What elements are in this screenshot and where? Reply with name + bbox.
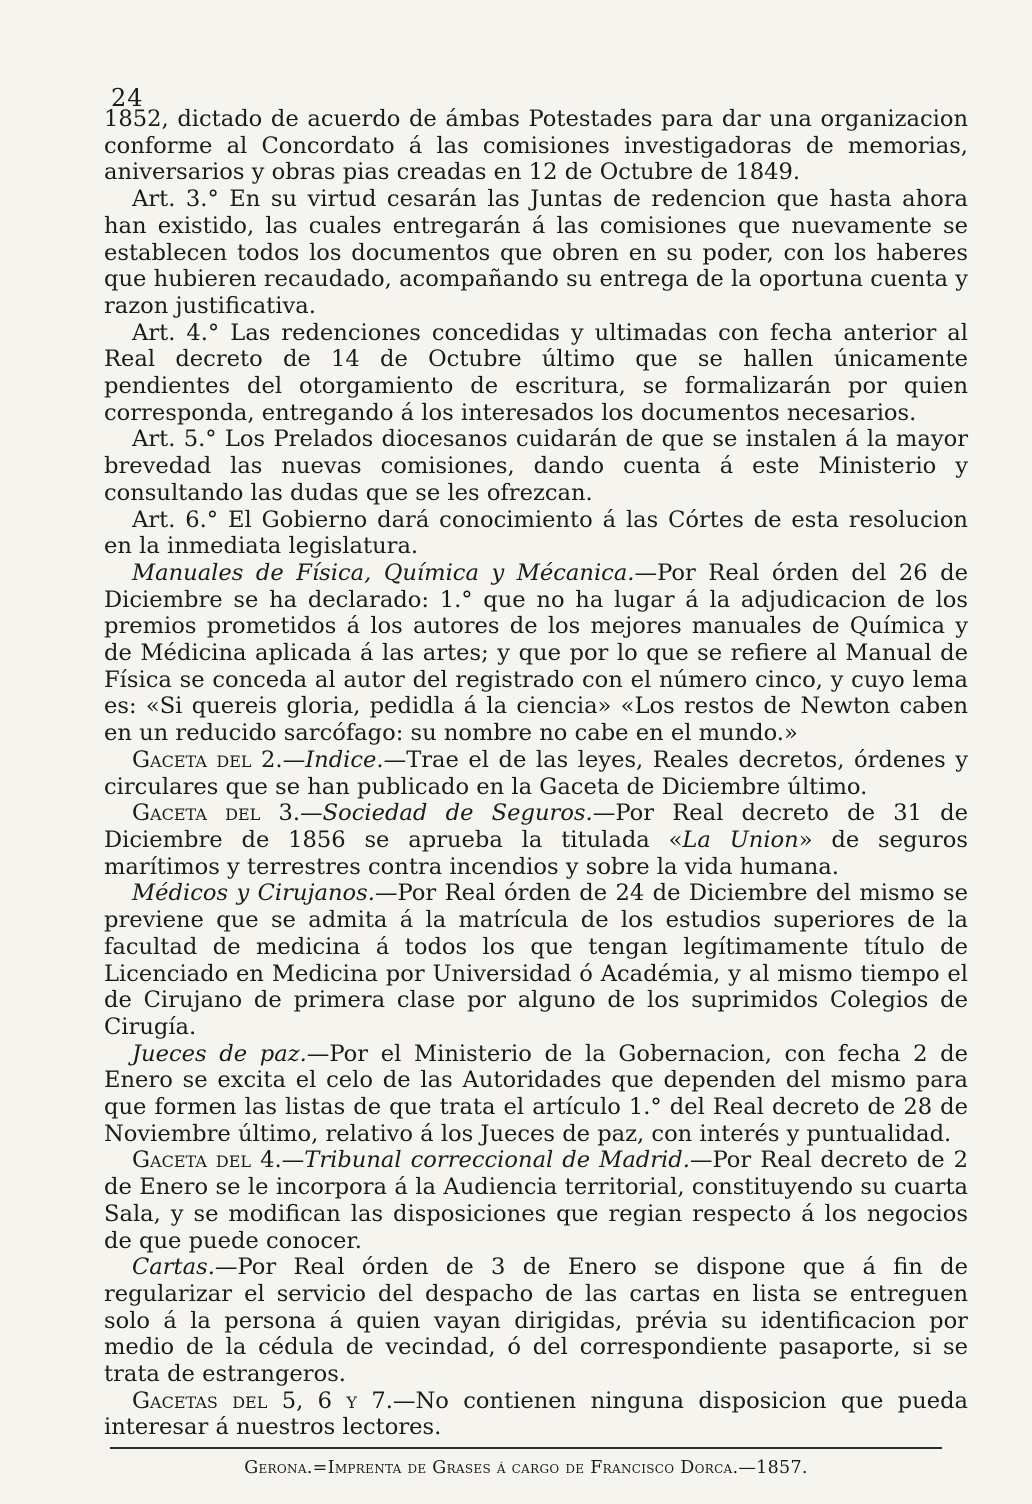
text-run: —No contienen ninguna disposicion que pueda interesar á nuestros lectores. xyxy=(104,1387,969,1441)
paragraph-p10 xyxy=(104,1041,968,1148)
text-run: — xyxy=(281,1147,305,1174)
paragraph-p9 xyxy=(104,880,968,1040)
text-run: —Por el Ministerio de la Gobernacion, con fecha 2 de Enero se excita el celo de las Autoridades que dependen del mismo para que formen las listas de que trata el artículo 1.° del Real decreto de 28 de Noviembre último, relativo á los Jueces de paz, con interés y puntualidad. xyxy=(104,1040,968,1147)
paragraph-p12 xyxy=(104,1254,968,1388)
text-run: Art. 3.° En su virtud cesarán las Juntas de redencion que hasta ahora han existido, las cuales entregarán á las comisiones que nuevamente se establecen todos los documentos que obren en su poder, con los haberes que hubieren recaudado, acompañando su entrega de la oportuna cuenta y razon justificativa. xyxy=(104,186,968,319)
page-number: 24 xyxy=(111,84,144,112)
paragraph-p13 xyxy=(104,1388,968,1441)
text-run: —Por Real órden de 3 de Enero se dispone que á fin de regularizar el servicio del despacho de las cartas en lista se entreguen solo á la persona á quien vayan dirigidas, prévia su identificacion por medio de la cédula de vecindad, ó del correspondiente pasaporte, si se trata de estrangeros. xyxy=(104,1254,968,1388)
text-run: Gaceta del 4. xyxy=(132,1147,282,1174)
paragraph-p1 xyxy=(104,106,968,186)
text-run: Art. 6.° El Gobierno dará conocimiento á las Córtes de esta resolucion en la inmediata legislatura. xyxy=(104,506,968,560)
body-text xyxy=(104,106,968,1441)
text-run: — xyxy=(282,746,306,773)
paragraph-p2 xyxy=(104,186,968,320)
text-run: —Por Real órden del 26 de Diciembre se ha declarado: 1.° que no ha lugar á la adjudicacion de los premios prometidos á los autores de los mejores manuales de Química y de Médicina aplicada á las artes; y que por lo que se refiere al Manual de Física se conceda al autor del registrado con el número cinco, y cuyo lema es: «Si quereis gloria, pedidla á la ciencia» «Los restos de Newton caben en un reducido sarcófago: su nombre no cabe en el mundo.» xyxy=(104,559,968,747)
text-run: Gacetas del 5, 6 y 7. xyxy=(132,1387,393,1414)
text-run: Cartas. xyxy=(132,1254,215,1281)
text-run: —Por Real órden de 24 de Diciembre del mismo se previene que se admita á la matrícula de los estudios superiores de la facultad de medicina á todos los que tengan legítimamente título de Licenciado en Medicina por Universidad ó Académia, y al mismo tiempo el de Cirujano de primera clase por alguno de los suprimidos Colegios de Cirugía. xyxy=(104,880,968,1040)
footer-rule xyxy=(110,1447,942,1449)
text-run: —Por Real decreto de 31 de Diciembre de 1856 se aprueba la titulada « xyxy=(104,800,969,853)
paragraph-p3 xyxy=(104,320,968,427)
text-run: —Por Real decreto de 2 de Enero se le incorpora á la Audiencia territorial, constituyendo su cuarta Sala, y se modifican las disposiciones que regian respecto á los negocios de que puede conocer. xyxy=(104,1147,968,1254)
text-run: Manuales de Física, Química y Mécanica. xyxy=(132,559,635,586)
paragraph-p7 xyxy=(104,747,968,800)
paragraph-p8 xyxy=(104,800,968,880)
text-run: Jueces de paz. xyxy=(132,1040,307,1067)
text-run: Sociedad de Seguros. xyxy=(322,800,593,827)
text-run: Gaceta del 3. xyxy=(132,800,301,827)
text-run: Art. 4.° Las redenciones concedidas y ultimadas con fecha anterior al Real decreto de 14 de Octubre último que se hallen únicamente pendientes del otorgamiento de escritura, se formalizarán por quien corresponda, entregando á los interesados los documentos necesarios. xyxy=(104,319,968,426)
text-run: 1852, dictado de acuerdo de ámbas Potestades para dar una organizacion conforme al Concordato á las comisiones investigadoras de memorias, aniversarios y obras pias creadas en 12 de Octubre de 1849. xyxy=(104,106,968,186)
paragraph-p4 xyxy=(104,426,968,506)
paragraph-p5 xyxy=(104,507,968,560)
text-run: — xyxy=(300,800,323,827)
imprint-line: Gerona.=Imprenta de Grases á cargo de Francisco Dorca.—1857. xyxy=(244,1458,808,1478)
text-run: La Union xyxy=(682,826,799,853)
text-run: Art. 5.° Los Prelados diocesanos cuidarán de que se instalen á la mayor brevedad las nuevas comisiones, dando cuenta á este Ministerio y consultando las dudas que se les ofrezcan. xyxy=(104,426,968,506)
paragraph-p6 xyxy=(104,560,968,747)
text-run: Indice. xyxy=(305,746,384,773)
text-run: Gaceta del 2. xyxy=(132,746,283,773)
text-run: Médicos y Cirujanos. xyxy=(132,880,375,907)
text-run: » de seguros marítimos y terrestres contra incendios y sobre la vida humana. xyxy=(104,826,968,880)
text-run: Tribunal correccional de Madrid. xyxy=(304,1147,690,1174)
paragraph-p11 xyxy=(104,1147,968,1254)
text-run: —Trae el de las leyes, Reales decretos, órdenes y circulares que se han publicado en la Gaceta de Diciembre último. xyxy=(104,746,969,800)
